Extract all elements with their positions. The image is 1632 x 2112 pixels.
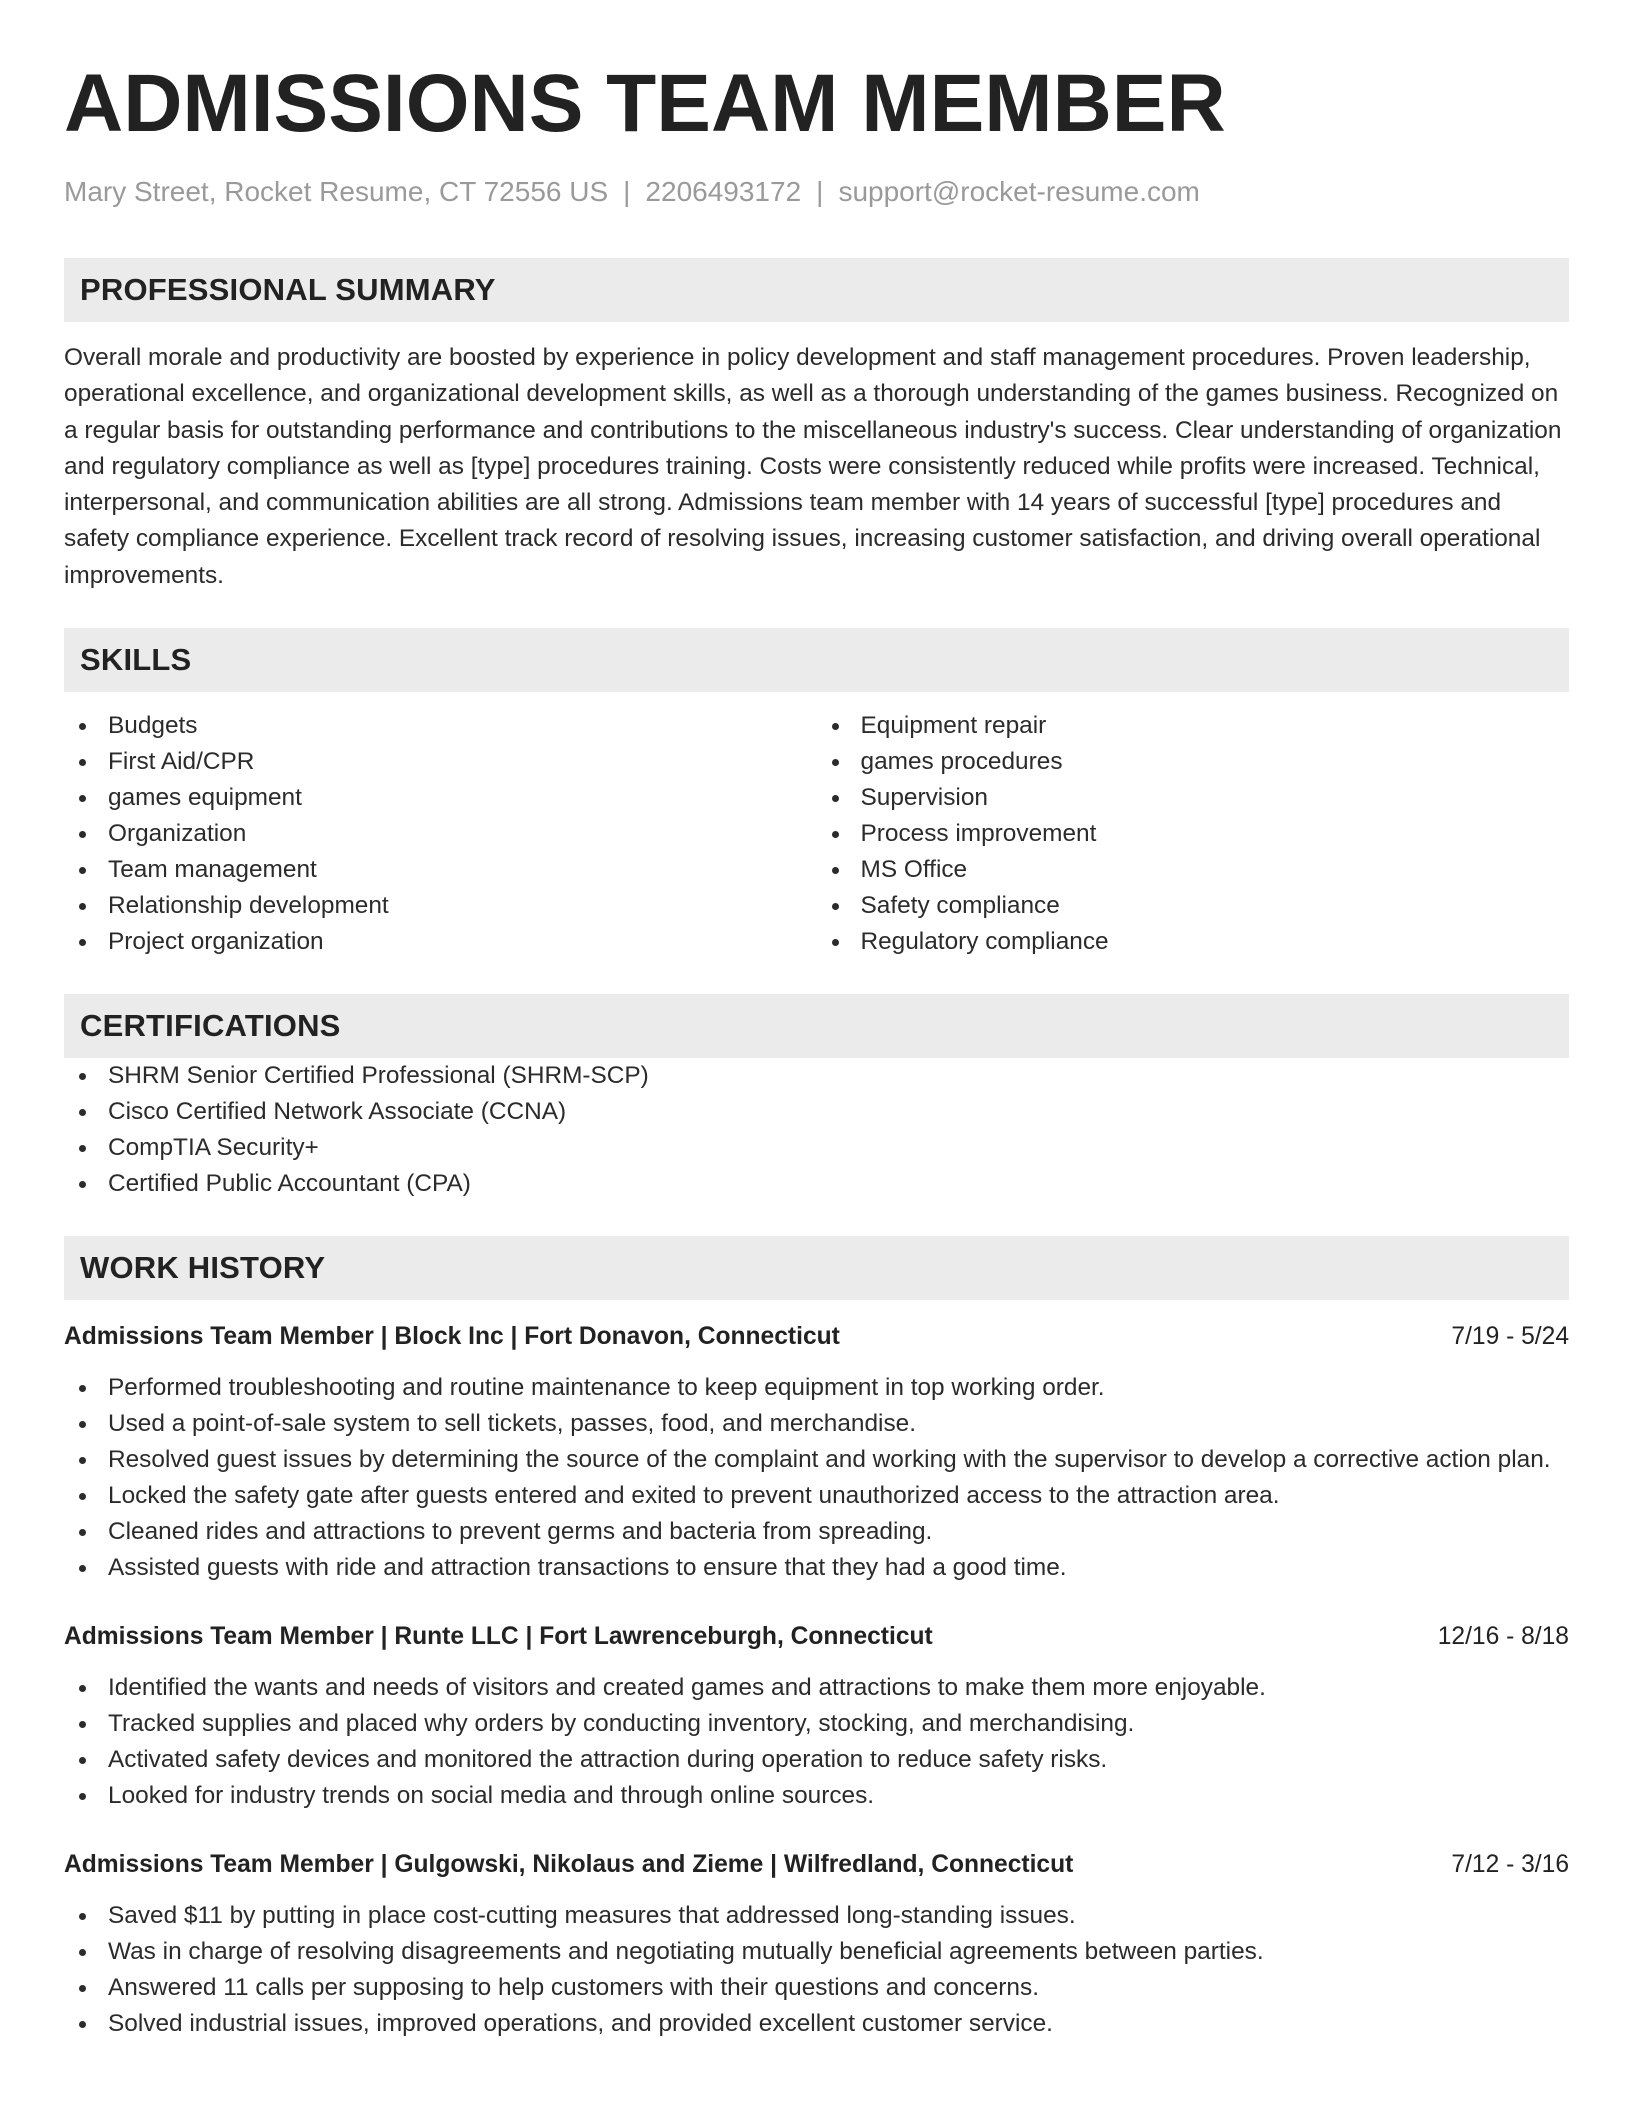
contact-separator: | — [623, 176, 631, 207]
section-title-summary: PROFESSIONAL SUMMARY — [80, 272, 496, 307]
skills-column-right — [817, 708, 1570, 960]
job-bullet: Identified the wants and needs of visitors and created games and attractions to make them more enjoyable. — [64, 1670, 1569, 1706]
job-bullet: Was in charge of resolving disagreements and negotiating mutually beneficial agreements between parties. — [64, 1934, 1569, 1970]
contact-line — [64, 174, 1569, 210]
job-bullet: Solved industrial issues, improved operations, and provided excellent customer service. — [64, 2006, 1569, 2042]
job-dates: 12/16 - 8/18 — [1437, 1623, 1569, 1651]
skill-item: Equipment repair — [817, 708, 1570, 744]
section-header-work-history — [64, 1236, 1569, 1300]
job-header — [64, 1620, 1569, 1654]
skills-column-left — [64, 708, 817, 960]
job-bullets — [64, 1898, 1569, 2042]
job-entry — [64, 1620, 1569, 1814]
contact-email: support@rocket-resume.com — [838, 176, 1200, 207]
job-bullet: Cleaned rides and attractions to prevent germs and bacteria from spreading. — [64, 1514, 1569, 1550]
certification-item: Cisco Certified Network Associate (CCNA) — [64, 1094, 1569, 1130]
section-title-work-history: WORK HISTORY — [80, 1250, 326, 1286]
section-title-certifications: CERTIFICATIONS — [80, 1008, 341, 1044]
contact-separator: | — [816, 176, 824, 207]
job-bullet: Assisted guests with ride and attraction transactions to ensure that they had a good time. — [64, 1550, 1569, 1586]
job-title: Admissions Team Member | Runte LLC | Fort Lawrenceburgh, Connecticut — [64, 1623, 933, 1651]
job-dates: 7/19 - 5/24 — [1451, 1323, 1569, 1351]
job-title: Admissions Team Member | Gulgowski, Nikolaus and Zieme | Wilfredland, Connecticut — [64, 1851, 1074, 1879]
skill-item: Project organization — [64, 924, 817, 960]
job-bullet: Looked for industry trends on social media and through online sources. — [64, 1778, 1569, 1814]
job-entry — [64, 1848, 1569, 2042]
job-header — [64, 1320, 1569, 1354]
skill-item: Budgets — [64, 708, 817, 744]
section-title-skills: SKILLS — [80, 642, 192, 678]
job-bullet: Tracked supplies and placed why orders by conducting inventory, stocking, and merchandising. — [64, 1706, 1569, 1742]
job-dates: 7/12 - 3/16 — [1451, 1851, 1569, 1879]
job-bullet: Activated safety devices and monitored the attraction during operation to reduce safety risks. — [64, 1742, 1569, 1778]
certification-item: SHRM Senior Certified Professional (SHRM-SCP) — [64, 1058, 1569, 1094]
skill-item: games procedures — [817, 744, 1570, 780]
job-bullet: Resolved guest issues by determining the source of the complaint and working with the supervisor to develop a corrective action plan. — [64, 1442, 1569, 1478]
section-header-skills — [64, 628, 1569, 692]
job-bullets — [64, 1670, 1569, 1814]
skill-item: Regulatory compliance — [817, 924, 1570, 960]
skill-item: MS Office — [817, 852, 1570, 888]
job-bullet: Answered 11 calls per supposing to help customers with their questions and concerns. — [64, 1970, 1569, 2006]
job-bullet: Used a point-of-sale system to sell tickets, passes, food, and merchandise. — [64, 1406, 1569, 1442]
skill-item: Safety compliance — [817, 888, 1570, 924]
certification-item: CompTIA Security+ — [64, 1130, 1569, 1166]
skill-item: First Aid/CPR — [64, 744, 817, 780]
job-header — [64, 1848, 1569, 1882]
certifications-list — [64, 1058, 1569, 1202]
contact-address: Mary Street, Rocket Resume, CT 72556 US — [64, 176, 609, 207]
job-entry — [64, 1320, 1569, 1586]
skill-item: Process improvement — [817, 816, 1570, 852]
job-bullets — [64, 1370, 1569, 1586]
skill-item: Supervision — [817, 780, 1570, 816]
section-header-certifications — [64, 994, 1569, 1058]
job-bullet: Saved $11 by putting in place cost-cutting measures that addressed long-standing issues. — [64, 1898, 1569, 1934]
contact-phone: 2206493172 — [645, 176, 802, 207]
job-title: Admissions Team Member | Block Inc | Fort Donavon, Connecticut — [64, 1323, 840, 1351]
section-header-summary — [64, 258, 1569, 322]
job-bullet: Locked the safety gate after guests entered and exited to prevent unauthorized access to the attraction area. — [64, 1478, 1569, 1514]
resume-name: ADMISSIONS TEAM MEMBER — [64, 58, 1226, 149]
job-bullet: Performed troubleshooting and routine maintenance to keep equipment in top working order. — [64, 1370, 1569, 1406]
skill-item: Team management — [64, 852, 817, 888]
skill-item: games equipment — [64, 780, 817, 816]
skill-item: Relationship development — [64, 888, 817, 924]
certification-item: Certified Public Accountant (CPA) — [64, 1166, 1569, 1202]
work-history-list — [64, 1320, 1569, 2042]
skill-item: Organization — [64, 816, 817, 852]
skills-list — [64, 708, 1569, 960]
summary-text: Overall morale and productivity are boosted by experience in policy development and staff management procedures. Proven leadership, operational excellence, and organizational development skills, as well as a thorough understanding of the games business. Recognized on a regular basis for outstanding performance and contributions to the miscellaneous industry's success. Clear understanding of organization and regulatory compliance as well as [type] procedures training. Costs were consistently reduced while profits were increased. Technical, interpersonal, and communication abilities are all strong. Admissions team member with 14 years of successful [type] procedures and safety compliance experience. Excellent track record of resolving issues, increasing customer satisfaction, and driving overall operational improvements. — [64, 344, 1562, 589]
